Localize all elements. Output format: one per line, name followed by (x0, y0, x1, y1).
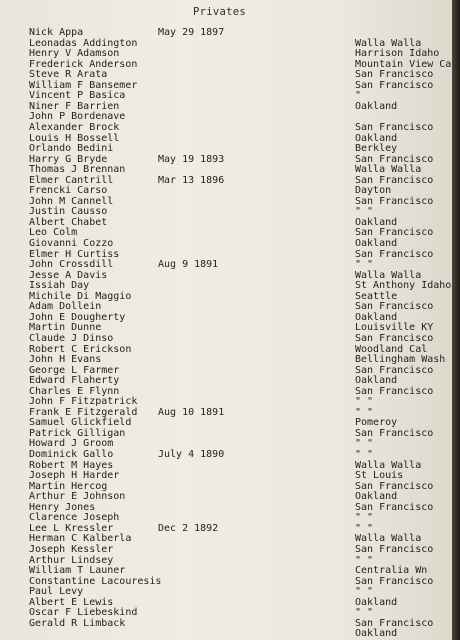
list-item (0, 39, 452, 49)
list-item (0, 281, 452, 291)
city-cell: Harrison Idaho (355, 48, 440, 60)
city-cell: Bellingham Wash (355, 354, 446, 366)
city-cell: Mountain View Ca (355, 58, 452, 70)
list-item (0, 397, 452, 407)
name-cell: Patrick Gilligan (29, 427, 126, 439)
city-cell: San Francisco (355, 543, 434, 555)
name-cell: Frank E Fitzgerald (29, 406, 138, 418)
city-cell: Centralia Wn (355, 565, 428, 577)
city-cell: " " (355, 512, 374, 524)
city-cell: " (355, 90, 362, 102)
list-item (0, 345, 452, 355)
city-cell: St Louis (355, 470, 404, 482)
list-item (0, 81, 452, 91)
list-item (0, 513, 452, 523)
list-item (0, 323, 452, 333)
date-cell: Dec 2 1892 (158, 522, 219, 534)
list-item (0, 376, 452, 386)
name-cell: Henry V Adamson (29, 48, 120, 60)
name-cell: Arthur Lindsey (29, 554, 114, 566)
city-cell: Oakland (355, 491, 398, 503)
list-item (0, 313, 452, 323)
list-item (0, 28, 452, 38)
list-item (0, 387, 452, 397)
list-item (0, 587, 452, 597)
name-cell: Leonadas Addington (29, 37, 138, 49)
list-item (0, 197, 452, 207)
city-cell: " " (355, 554, 374, 566)
city-cell: " " (355, 206, 374, 218)
name-cell: William F Bansemer (29, 79, 138, 91)
name-cell: Howard J Groom (29, 438, 114, 450)
name-cell: Dominick Gallo (29, 449, 114, 460)
name-cell: Jesse A Davis (29, 269, 108, 281)
city-cell: Walla Walla (355, 37, 422, 49)
city-cell: Oakland (355, 596, 398, 608)
list-item (0, 566, 452, 576)
city-cell: San Francisco (355, 248, 434, 260)
list-item (0, 91, 452, 101)
list-item (0, 250, 452, 260)
city-cell: San Francisco (355, 427, 434, 439)
city-cell: San Francisco (355, 301, 434, 313)
name-cell: Alexander Brock (29, 121, 120, 133)
list-item (0, 239, 452, 249)
city-cell: San Francisco (355, 121, 434, 133)
city-cell: " " (355, 406, 374, 418)
name-cell: Nick Appa (29, 27, 84, 38)
list-item (0, 556, 452, 566)
city-cell: San Francisco (355, 153, 434, 165)
name-cell: Robert C Erickson (29, 343, 132, 355)
name-cell: Martin Hercog (29, 480, 108, 492)
name-cell: Arthur E Johnson (29, 491, 126, 503)
list-item (0, 408, 452, 418)
name-cell: Joseph Kessler (29, 543, 114, 555)
page-edge (452, 0, 460, 640)
list-item (0, 228, 452, 238)
name-cell: Frederick Anderson (29, 58, 138, 70)
list-item (0, 629, 452, 639)
list-item (0, 123, 452, 133)
list-item (0, 461, 452, 471)
city-cell: " " (355, 396, 374, 408)
city-cell: St Anthony Idaho (355, 280, 452, 292)
list-item (0, 176, 452, 186)
list-item (0, 70, 452, 80)
city-cell: San Francisco (355, 575, 434, 587)
list-item (0, 482, 452, 492)
list-item (0, 545, 452, 555)
list-item (0, 102, 452, 112)
city-cell: " " (355, 522, 374, 534)
list-item (0, 334, 452, 344)
list-item (0, 429, 452, 439)
city-cell: San Francisco (355, 501, 434, 513)
name-cell: Herman C Kalberla (29, 533, 132, 545)
name-cell: William T Launer (29, 565, 126, 577)
name-cell: Oscar F Liebeskind (29, 607, 138, 619)
name-cell: John H Evans (29, 354, 102, 366)
date-cell: July 4 1890 (158, 449, 225, 460)
date-cell: Aug 9 1891 (158, 259, 219, 271)
list-item (0, 292, 452, 302)
name-cell: Michile Di Maggio (29, 290, 132, 302)
name-cell: Vincent P Basica (29, 90, 126, 102)
city-cell: Walla Walla (355, 269, 422, 281)
city-cell: San Francisco (355, 364, 434, 376)
name-cell: Robert M Hayes (29, 459, 114, 471)
list-item (0, 534, 452, 544)
name-cell: Joseph H Harder (29, 470, 120, 482)
city-cell: Oakland (355, 311, 398, 323)
list-item (0, 186, 452, 196)
city-cell: Pomeroy (355, 417, 398, 429)
name-cell: Steve R Arata (29, 69, 108, 81)
name-cell: Martin Dunne (29, 322, 102, 334)
city-cell: Louisville KY (355, 322, 434, 334)
list-item (0, 134, 452, 144)
city-cell: Berkley (355, 143, 398, 155)
city-cell: Woodland Cal (355, 343, 428, 355)
name-cell: Edward Flaherty (29, 375, 120, 387)
city-cell: San Francisco (355, 69, 434, 81)
name-cell: John F Fitzpatrick (29, 396, 138, 408)
city-cell: " " (355, 449, 374, 460)
city-cell: San Francisco (355, 79, 434, 91)
name-cell: Elmer Cantrill (29, 174, 114, 186)
city-cell: San Francisco (355, 332, 434, 344)
list-item (0, 271, 452, 281)
city-cell: Oakland (355, 238, 398, 249)
list-item (0, 260, 452, 270)
list-item (0, 471, 452, 481)
name-cell: Clarence Joseph (29, 512, 120, 524)
name-cell: Lee L Kressler (29, 522, 114, 534)
date-cell: Mar 13 1896 (158, 174, 225, 186)
city-cell: Seattle (355, 290, 398, 302)
list-item (0, 218, 452, 228)
name-cell: John P Bordenave (29, 111, 126, 123)
list-item (0, 144, 452, 154)
list-item (0, 165, 452, 175)
name-cell: Adam Dollein (29, 301, 102, 313)
list-item (0, 366, 452, 376)
city-cell: San Francisco (355, 174, 434, 186)
name-cell: John E Dougherty (29, 311, 126, 323)
date-cell: May 19 1893 (158, 153, 225, 165)
city-cell: Walla Walla (355, 533, 422, 545)
city-cell: Oakland (355, 375, 398, 387)
name-cell: Niner F Barrien (29, 100, 120, 112)
list-item (0, 60, 452, 70)
city-cell: San Francisco (355, 195, 434, 207)
name-cell: Issiah Day (29, 280, 90, 292)
list-item (0, 577, 452, 587)
name-cell: John M Cannell (29, 195, 114, 207)
city-cell: " " (355, 438, 374, 450)
list-item (0, 524, 452, 534)
list-item (0, 450, 452, 460)
city-cell: Oakland (355, 100, 398, 112)
name-cell: Albert Chabet (29, 216, 108, 228)
list-item (0, 439, 452, 449)
date-cell: Aug 10 1891 (158, 406, 225, 418)
city-cell: San Francisco (355, 480, 434, 492)
name-cell: John Crossdill (29, 259, 114, 271)
list-item (0, 608, 452, 618)
city-cell: Dayton (355, 185, 392, 197)
list-item (0, 619, 452, 629)
name-cell: Henry Jones (29, 501, 96, 513)
name-cell: Justin Causso (29, 206, 108, 218)
list-item (0, 155, 452, 165)
city-cell: Oakland (355, 216, 398, 228)
city-cell: Oakland (355, 132, 398, 144)
list-item (0, 492, 452, 502)
list-item (0, 503, 452, 513)
name-cell: Charles E Flynn (29, 385, 120, 397)
name-cell: Giovanni Cozzo (29, 238, 114, 249)
city-cell: San Francisco (355, 227, 434, 239)
name-cell: Elmer H Curtiss (29, 248, 120, 260)
name-cell: Samuel Glickfield (29, 417, 132, 429)
name-cell: George L Farmer (29, 364, 120, 376)
name-cell: Harry G Bryde (29, 153, 108, 165)
city-cell: San Francisco (355, 617, 434, 629)
city-cell: " " (355, 259, 374, 271)
name-cell: Orlando Bedini (29, 143, 114, 155)
name-cell: Frencki Carso (29, 185, 108, 197)
city-cell: Oakland (355, 628, 398, 640)
name-cell: Paul Levy (29, 586, 84, 598)
list-item (0, 49, 452, 59)
city-cell: " " (355, 607, 374, 619)
list-item (0, 112, 452, 122)
city-cell: Walla Walla (355, 459, 422, 471)
page-heading: Privates (193, 6, 246, 18)
name-cell: Thomas J Brennan (29, 164, 126, 176)
name-cell: Claude J Dinso (29, 332, 114, 344)
list-item (0, 418, 452, 428)
name-cell: Leo Colm (29, 227, 78, 239)
date-cell: May 29 1897 (158, 27, 225, 38)
name-cell: Gerald R Limback (29, 617, 126, 629)
city-cell: " " (355, 586, 374, 598)
name-cell: Albert E Lewis (29, 596, 114, 608)
city-cell: San Francisco (355, 385, 434, 397)
name-cell: Constantine Lacouresis (29, 575, 162, 587)
list-item (0, 207, 452, 217)
list-item (0, 598, 452, 608)
city-cell: Walla Walla (355, 164, 422, 176)
name-cell: Louis H Bossell (29, 132, 120, 144)
list-item (0, 355, 452, 365)
list-item (0, 302, 452, 312)
